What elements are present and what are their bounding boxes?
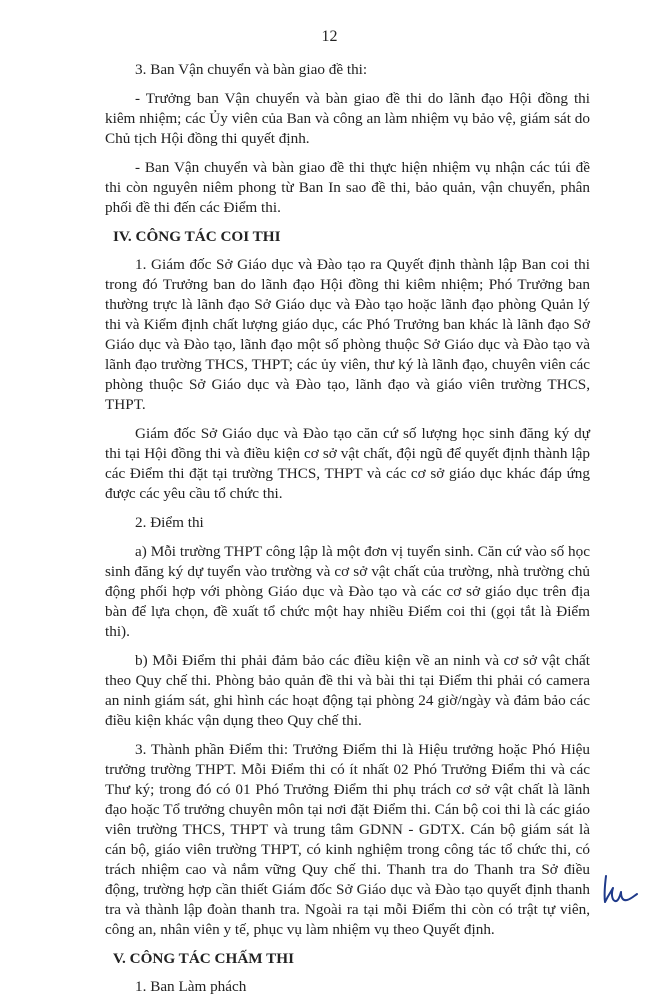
paragraph-thanh-lap-diem-thi: Giám đốc Sở Giáo dục và Đào tạo căn cứ số lượng học sinh đăng ký dự thi tại Hội đồng thi và điều kiện cơ sở vật chất, đội ngũ để quyết định thành lập các Điểm thi đặt tại trường THCS, THPT và các cơ sở giáo dục khác đáp ứng được các yêu cầu tổ chức thi. <box>105 425 590 502</box>
section-heading-cham-thi: V. CÔNG TÁC CHẤM THI <box>113 950 295 967</box>
section-heading-coi-thi: IV. CÔNG TÁC COI THI <box>113 228 281 245</box>
page-number: 12 <box>321 28 338 45</box>
paragraph-ban-lam-phach: 1. Ban Làm phách <box>135 978 247 995</box>
document-body <box>105 60 590 1006</box>
paragraph-ban-van-chuyen: 3. Ban Vận chuyển và bàn giao đề thi: <box>135 61 368 78</box>
paragraph-diem-thi-b: b) Mỗi Điểm thi phải đảm bảo các điều kiện về an ninh và cơ sở vật chất theo Quy chế thi. Phòng bảo quản đề thi và bài thi tại Điểm thi phải có camera an ninh giám sát, ghi hình các hoạt động tại phòng 24 giờ/ngày và đảm bảo các điều kiện khác vận dụng theo Quy chế thi. <box>105 652 590 729</box>
paragraph-ban-coi-thi: 1. Giám đốc Sở Giáo dục và Đào tạo ra Quyết định thành lập Ban coi thi trong đó Trưởng ban do lãnh đạo Hội đồng thi kiêm nhiệm; Phó Trưởng ban thường trực là lãnh đạo Sở Giáo dục và Đào tạo hoặc lãnh đạo phòng Quản lý thi và Kiểm định chất lượng giáo dục, các Phó Trưởng ban khác là lãnh đạo Sở Giáo dục và Đào tạo, lãnh đạo một số phòng thuộc Sở Giáo dục và Đào tạo và lãnh đạo trường THCS, THPT; các ủy viên, thư ký là lãnh đạo, chuyên viên các phòng thuộc Sở Giáo dục và Đào tạo, lãnh đạo và giáo viên trường THCS, THPT. <box>105 256 590 413</box>
paragraph-nhiem-vu-van-chuyen: - Ban Vận chuyển và bàn giao đề thi thực hiện nhiệm vụ nhận các túi đề thi còn nguyên niêm phong từ Ban In sao đề thi, bảo quản, vận chuyển, phân phối đề thi đến các Điểm thi. <box>105 159 590 216</box>
paragraph-diem-thi-title: 2. Điểm thi <box>135 514 204 531</box>
paragraph-thanh-phan-diem-thi: 3. Thành phần Điểm thi: Trưởng Điểm thi là Hiệu trưởng hoặc Phó Hiệu trưởng trường THPT. Mỗi Điểm thi có ít nhất 02 Phó Trưởng Điểm thi và các Thư ký; trong đó có 01 Phó Trưởng Điểm thi phụ trách cơ sở vật chất là lãnh đạo hoặc Tổ trưởng chuyên môn tại nơi đặt Điểm thi. Cán bộ coi thi là các giáo viên trường THCS, THPT và trung tâm GDNN - GDTX. Cán bộ giám sát là cán bộ, giáo viên trường THPT, có kinh nghiệm trong công tác tổ chức thi, có trách nhiệm cao và nắm vững Quy chế thi. Thanh tra do Thanh tra Sở điều động, trường hợp cần thiết Giám đốc Sở Giáo dục và Đào tạo quyết định thanh tra và thành lập đoàn thanh tra. Ngoài ra tại mỗi Điểm thi còn có trật tự viên, công an, nhân viên y tế, phục vụ làm nhiệm vụ theo Quyết định. <box>105 741 590 938</box>
paragraph-diem-thi-a: a) Mỗi trường THPT công lập là một đơn vị tuyển sinh. Căn cứ vào số học sinh đăng ký dự tuyển vào trường và cơ sở vật chất của trường, nhà trường chủ động phối hợp với phòng Giáo dục và Đào tạo và các cơ sở giáo dục trên địa bàn để lựa chọn, đề xuất tổ chức một hay nhiều Điểm coi thi (gọi tắt là Điểm thi). <box>105 543 590 640</box>
paragraph-truong-ban-van-chuyen: - Trưởng ban Vận chuyển và bàn giao đề thi do lãnh đạo Hội đồng thi kiêm nhiệm; các Ủy viên của Ban và công an làm nhiệm vụ bảo vệ, giám sát do Chủ tịch Hội đồng thi quyết định. <box>105 90 590 147</box>
initials-signature-mark <box>600 872 640 906</box>
